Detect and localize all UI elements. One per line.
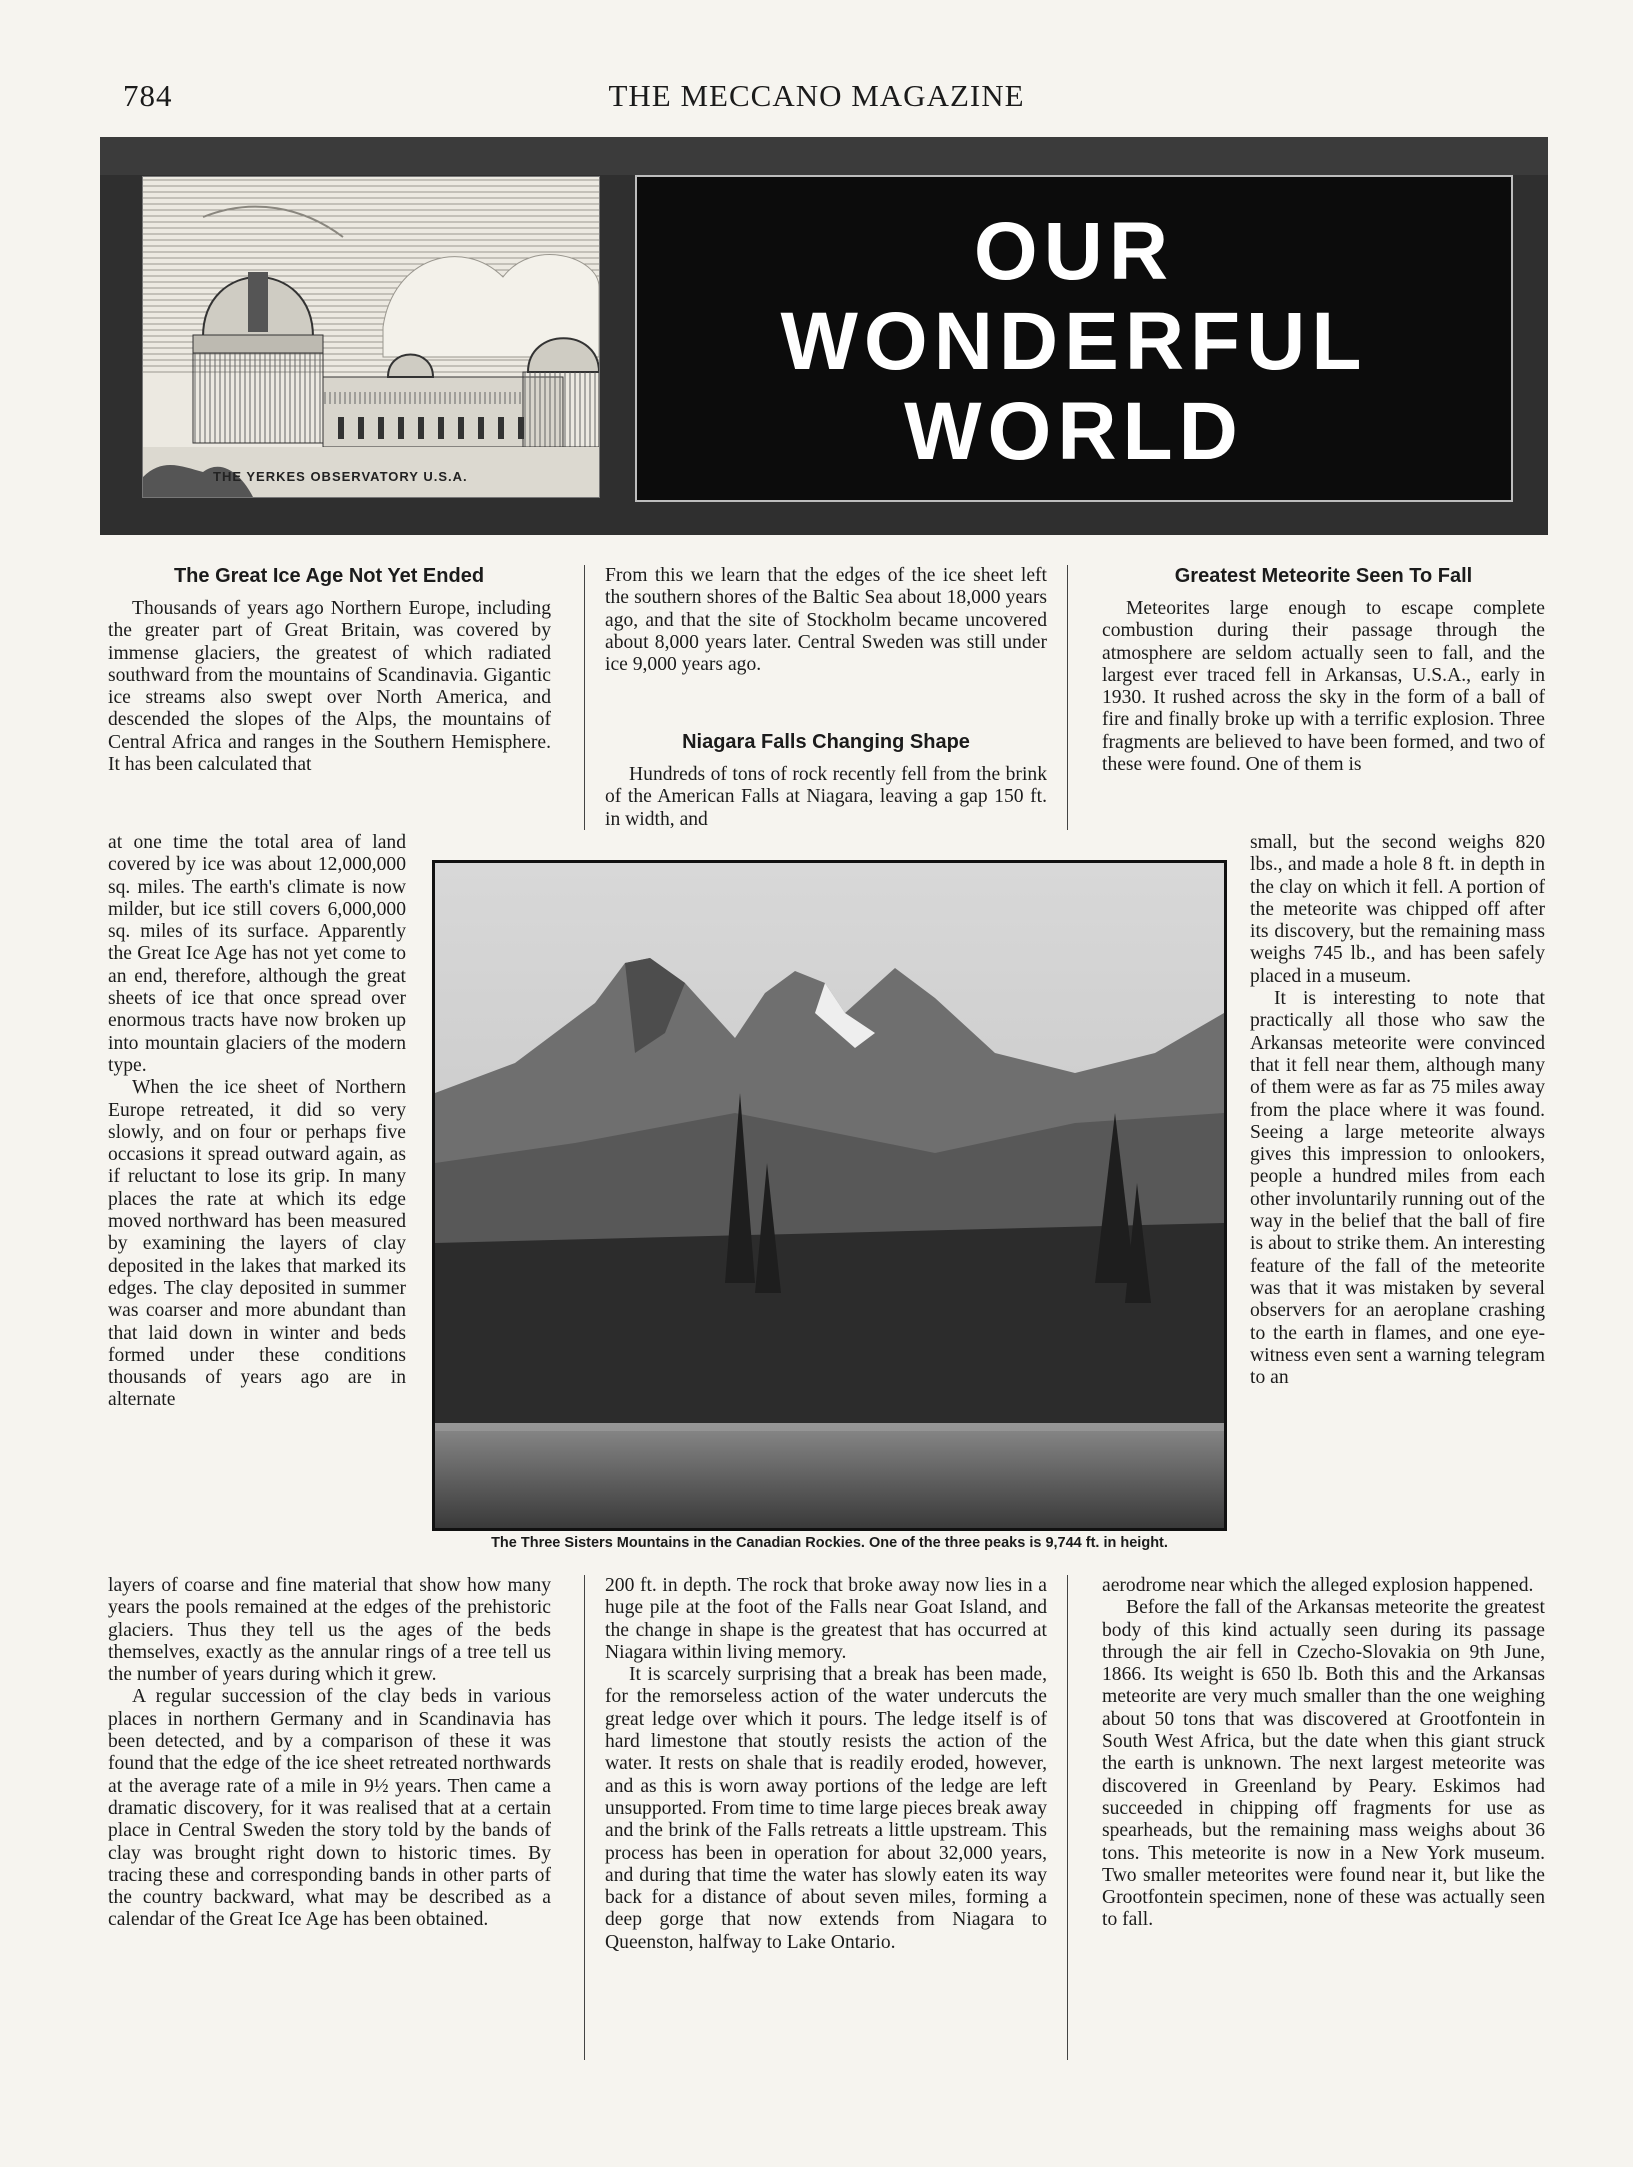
article1-paragraph-2: When the ice sheet of Northern Europe retreated, it did so very slowly, and on four or perhaps five occasions it spread outward again, as if reluctant to lose its grip. In many places the rate at which its edge moved northward has been measured by examining the layers of clay deposited in the lakes that marked its edges. The clay deposited in summer was coarser and more abundant than that laid down in winter and beds formed under these conditions thousands of years ago are in alternate <box>108 1077 406 1411</box>
article3-paragraph-2: It is interesting to note that practically all those who saw the Arkansas meteorite were convinced that it fell near them, although many of them were as far as 75 miles away from the place where it was found. Seeing a large meteorite always gives this impression to onlookers, people a hundred miles from each other involuntarily running out of the way in the belief that the ball of fire is about to strike them. An interesting feature of the fall of the meteorite was that it was mistaken by several observers for an aeroplane crashing to the earth in flames, and one eye-witness even sent a warning telegram to an <box>1250 988 1545 1389</box>
article3-paragraph-3: Before the fall of the Arkansas meteorite the greatest body of this kind actually seen during its passage through the air fell in Czecho-Slovakia on 9th June, 1866. Its weight is 650 lb. Both this and the Arkansas meteorite are very much smaller than the one weighing about 50 tons that was discovered at Grootfontein in South West Africa, but the date when this giant struck the earth is unknown. The next largest meteorite was discovered in Greenland by Peary. Eskimos had succeeded in chipping off fragments for use as spearheads, but the remaining mass weighs about 36 tons. This meteorite is now in a New York museum. Two smaller meteorites were found near it, but like the Grootfontein specimen, none of these was actually seen to fall. <box>1102 1597 1545 1931</box>
article3-heading: Greatest Meteorite Seen To Fall <box>1174 565 1473 587</box>
article1-heading: The Great Ice Age Not Yet Ended <box>173 565 485 587</box>
article1-col1-bottom <box>108 1575 551 2065</box>
article3-col3-top <box>1102 598 1545 830</box>
column-rule-2 <box>1067 565 1068 830</box>
mountains-photo <box>432 860 1227 1531</box>
title-block <box>635 175 1513 502</box>
article2-heading: Niagara Falls Changing Shape <box>682 731 970 753</box>
article1-paragraph-3: A regular succession of the clay beds in various places in northern Germany and in Scandinavia has been detected, and by a comparison of these it was found that the edge of the ice sheet retreated northwards at the average rate of a mile in 9½ years. Then came a dramatic discovery, for it was realised that at a certain place in Central Sweden the story told by the bands of clay was brought right down to historic times. By tracing these and corresponding bands in other parts of the country backward, what may be described as a calendar of the Great Ice Age has been obtained. <box>108 1686 551 1931</box>
article1-continuation-text: From this we learn that the edges of the ice sheet left the southern shores of the Baltic Sea about 18,000 years ago, and that the site of Stockholm became uncovered about 8,000 years later. Central Sweden was still under ice 9,000 years ago. <box>605 565 1047 676</box>
column-rule-1 <box>584 565 585 830</box>
banner-title-line-3: WORLD <box>904 386 1244 477</box>
article1-continuation <box>605 565 1047 697</box>
observatory-illustration <box>142 176 600 498</box>
article2-paragraph-1b: 200 ft. in depth. The rock that broke away now lies in a huge pile at the foot of the Falls near Goat Island, and the change in shape is the greatest that has occurred at Niagara within living memory. <box>605 1575 1047 1663</box>
observatory-caption: THE YERKES OBSERVATORY U.S.A. <box>213 469 468 484</box>
article2-paragraph-2: It is scarcely surprising that a break has been made, for the remorseless action of the water undercuts the great ledge over which it pours. The ledge itself is of hard limestone that stoutly resists the action of the water. It rests on shale that is readily eroded, however, and as this is worn away portions of the ledge are left unsupported. From time to time large pieces break away and the brink of the Falls retreats a little upstream. This process has been in operation for about 32,000 years, and during that time the water has slowly eaten its way back for a distance of about seven miles, forming a deep gorge that now extends from Niagara to Queenston, halfway to Lake Ontario. <box>605 1664 1047 1953</box>
article3-paragraph-1b: small, but the second weighs 820 lbs., and made a hole 8 ft. in depth in the clay on which it fell. A portion of the meteorite was chipped off after its discovery, but the remaining mass weighs 745 lb., and has been safely placed in a museum. <box>1250 832 1545 987</box>
column-rule-3 <box>584 1575 585 2060</box>
article2-col2-bottom <box>605 1575 1047 2065</box>
page-number: 784 <box>123 78 173 113</box>
article3-paragraph-2b: aerodrome near which the alleged explosion happened. <box>1102 1575 1534 1596</box>
banner <box>100 137 1548 535</box>
banner-title-line-1: OUR <box>973 206 1175 297</box>
article1-col1-narrow <box>108 832 406 1570</box>
banner-title-line-2: WONDERFUL <box>780 296 1368 387</box>
article3-col3-narrow <box>1250 832 1545 1570</box>
photo-caption: The Three Sisters Mountains in the Canadian Rockies. One of the three peaks is 9,744 ft. in height. <box>491 1535 1168 1551</box>
column-rule-4 <box>1067 1575 1068 2060</box>
article3-paragraph-1: Meteorites large enough to escape complete combustion during their passage through the atmosphere are seldom actually seen to fall, and the largest ever traced fell in Arkansas, U.S.A., early in 1930. It rushed across the sky in the form of a ball of fire and finally broke up with a terrific explosion. Three fragments are believed to have been formed, and two of these were found. One of them is <box>1102 598 1545 776</box>
article1-col1-top <box>108 598 551 830</box>
article1-paragraph-1b: at one time the total area of land covered by ice was about 12,000,000 sq. miles. The earth's climate is now milder, but ice still covers 6,000,000 sq. miles of its surface. Apparently the Great Ice Age has not yet come to an end, therefore, although the great sheets of ice that once spread over enormous tracts have now broken up into mountain glaciers of the modern type. <box>108 832 406 1076</box>
article2-col2-top <box>605 764 1047 830</box>
article1-paragraph-2b: layers of coarse and fine material that show how many years the pools remained at the edges of the prehistoric glaciers. Thus they tell us the ages of the beds themselves, exactly as the annular rings of a tree tell us the number of years during which it grew. <box>108 1575 551 1686</box>
banner-sky-strip <box>100 137 1548 175</box>
article3-col3-bottom <box>1102 1575 1545 2065</box>
article1-paragraph-1: Thousands of years ago Northern Europe, including the greater part of Great Britain, was covered by immense glaciers, the greatest of which radiated southward from the mountains of Scandinavia. Gigantic ice streams also swept over North America, and descended the slopes of the Alps, the mountains of Central Africa and ranges in the Southern Hemisphere. It has been calculated that <box>108 598 551 776</box>
running-head: THE MECCANO MAGAZINE <box>608 78 1025 113</box>
article2-paragraph-1: Hundreds of tons of rock recently fell from the brink of the American Falls at Niagara, leaving a gap 150 ft. in width, and <box>605 764 1047 830</box>
